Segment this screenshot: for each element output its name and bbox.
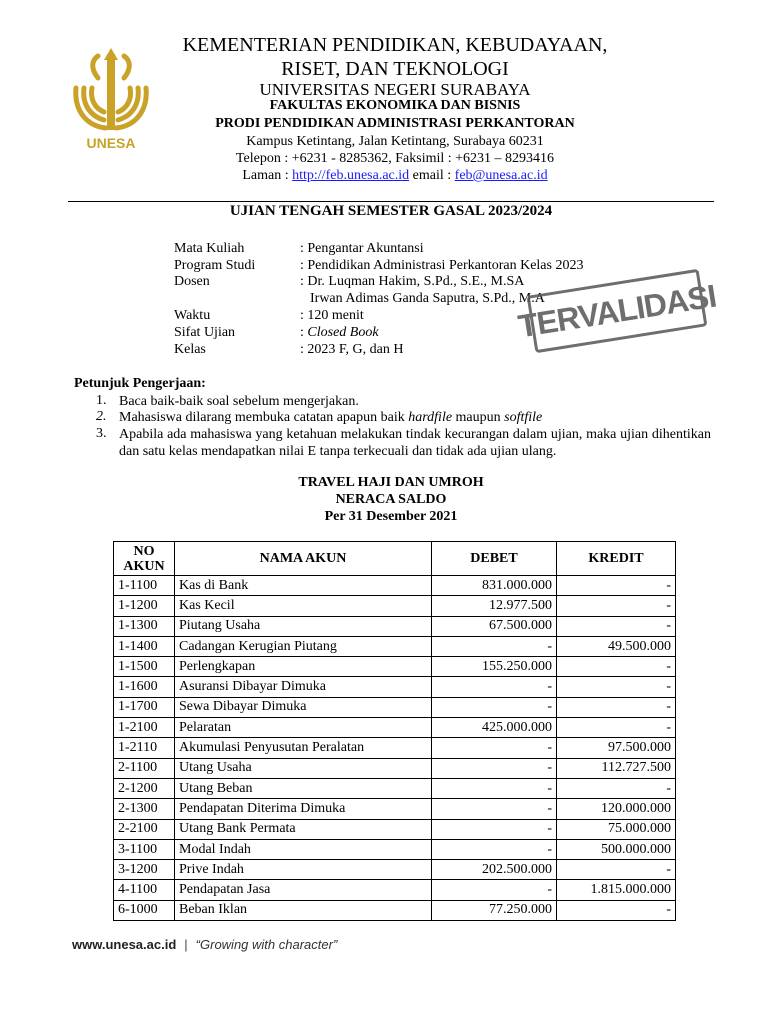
debit-cell: - bbox=[432, 636, 557, 656]
account-number-cell: 2-1200 bbox=[114, 778, 175, 798]
university-name: UNIVERSITAS NEGERI SURABAYA bbox=[259, 80, 531, 99]
unesa-logo bbox=[68, 48, 154, 158]
account-name-cell: Asuransi Dibayar Dimuka bbox=[175, 677, 432, 697]
email-link[interactable]: feb@unesa.ac.id bbox=[454, 168, 548, 183]
exam-type-text: Closed Book bbox=[307, 325, 379, 340]
ministry-line-2: RISET, DAN TEKNOLOGI bbox=[281, 58, 509, 80]
account-number-cell: 1-1600 bbox=[114, 677, 175, 697]
account-number-cell: 1-1500 bbox=[114, 657, 175, 677]
web-email-line bbox=[160, 168, 630, 184]
account-number-cell: 4-1100 bbox=[114, 880, 175, 900]
debit-cell: - bbox=[432, 880, 557, 900]
table-row bbox=[114, 860, 676, 880]
debit-cell: - bbox=[432, 839, 557, 859]
phone-fax: Telepon : +6231 - 8285362, Faksimil : +6231 – 8293416 bbox=[235, 151, 555, 166]
footer-website: www.unesa.ac.id bbox=[72, 937, 177, 952]
account-name-cell: Kas di Bank bbox=[175, 576, 432, 596]
account-number-cell: 3-1200 bbox=[114, 860, 175, 880]
credit-cell: - bbox=[557, 576, 676, 596]
account-number-cell: 6-1000 bbox=[114, 900, 175, 920]
credit-cell: - bbox=[557, 718, 676, 738]
report-period: Per 31 Desember 2021 bbox=[324, 509, 458, 524]
table-row bbox=[114, 758, 676, 778]
info-label-course: Mata Kuliah bbox=[174, 241, 245, 256]
exam-title: UJIAN TENGAH SEMESTER GASAL 2023/2024 bbox=[229, 203, 553, 219]
debit-cell: 77.250.000 bbox=[432, 900, 557, 920]
credit-cell: - bbox=[557, 900, 676, 920]
account-name-cell: Utang Usaha bbox=[175, 758, 432, 778]
credit-cell: 120.000.000 bbox=[557, 799, 676, 819]
account-number-cell: 2-1100 bbox=[114, 758, 175, 778]
account-name-cell: Modal Indah bbox=[175, 839, 432, 859]
account-number-cell: 1-2100 bbox=[114, 718, 175, 738]
debit-cell: 155.250.000 bbox=[432, 657, 557, 677]
debit-cell: - bbox=[432, 778, 557, 798]
account-name-cell: Pendapatan Diterima Dimuka bbox=[175, 799, 432, 819]
credit-cell: - bbox=[557, 657, 676, 677]
header-account-name: NAMA AKUN bbox=[175, 542, 432, 576]
debit-cell: - bbox=[432, 799, 557, 819]
company-name: TRAVEL HAJI DAN UMROH bbox=[298, 475, 484, 490]
footer-separator: | bbox=[184, 937, 188, 952]
table-row bbox=[114, 900, 676, 920]
account-name-cell: Pelaratan bbox=[175, 718, 432, 738]
account-number-cell: 1-1400 bbox=[114, 636, 175, 656]
ministry-line-1: KEMENTERIAN PENDIDIKAN, KEBUDAYAAN, bbox=[182, 34, 608, 56]
info-value-class: : 2023 F, G, dan H bbox=[300, 342, 404, 357]
instruction-text-3: Apabila ada mahasiswa yang ketahuan melakukan tindak kecurangan dalam ujian, maka ujian dihentikan dan satu kelas mendapatkan nilai E tanpa terkecuali dan tidak ada ujian ulang. bbox=[119, 427, 711, 459]
table-row bbox=[114, 596, 676, 616]
table-header-row bbox=[114, 542, 676, 576]
footer-tagline: “Growing with character” bbox=[195, 937, 338, 952]
table-row bbox=[114, 839, 676, 859]
account-number-cell: 1-1700 bbox=[114, 697, 175, 717]
info-label-program: Program Studi bbox=[174, 258, 256, 273]
address: Kampus Ketintang, Jalan Ketintang, Surabaya 60231 bbox=[246, 134, 544, 149]
email-label: email : bbox=[409, 168, 455, 183]
credit-cell: - bbox=[557, 697, 676, 717]
info-value-exam-type bbox=[300, 325, 379, 341]
table-row bbox=[114, 697, 676, 717]
info-label-class: Kelas bbox=[174, 342, 206, 357]
info-label-exam-type: Sifat Ujian bbox=[174, 325, 236, 340]
credit-cell: 97.500.000 bbox=[557, 738, 676, 758]
credit-cell: 500.000.000 bbox=[557, 839, 676, 859]
info-value-lecturer-1: : Dr. Luqman Hakim, S.Pd., S.E., M.SA bbox=[300, 274, 525, 289]
credit-cell: - bbox=[557, 677, 676, 697]
table-row bbox=[114, 636, 676, 656]
debit-cell: - bbox=[432, 697, 557, 717]
faculty-name: FAKULTAS EKONOMIKA DAN BISNIS bbox=[269, 98, 521, 113]
account-name-cell: Prive Indah bbox=[175, 860, 432, 880]
account-name-cell: Cadangan Kerugian Piutang bbox=[175, 636, 432, 656]
unesa-emblem-icon bbox=[68, 48, 154, 158]
instructions-title: Petunjuk Pengerjaan: bbox=[74, 376, 206, 391]
info-label-lecturer: Dosen bbox=[174, 274, 210, 289]
table-body bbox=[114, 576, 676, 921]
info-value-time: : 120 menit bbox=[300, 308, 364, 323]
credit-cell: 112.727.500 bbox=[557, 758, 676, 778]
instruction-text-2 bbox=[119, 409, 711, 426]
debit-cell: 67.500.000 bbox=[432, 616, 557, 636]
instruction-text-1: Baca baik-baik soal sebelum mengerjakan. bbox=[119, 394, 359, 409]
instruction-number-1: 1. bbox=[96, 393, 107, 408]
header-no-line2: AKUN bbox=[123, 558, 165, 574]
account-number-cell: 1-1100 bbox=[114, 576, 175, 596]
credit-cell: 49.500.000 bbox=[557, 636, 676, 656]
account-name-cell: Piutang Usaha bbox=[175, 616, 432, 636]
table-row bbox=[114, 677, 676, 697]
debit-cell: - bbox=[432, 819, 557, 839]
header-divider bbox=[68, 201, 714, 202]
credit-cell: 75.000.000 bbox=[557, 819, 676, 839]
footer bbox=[72, 937, 337, 952]
info-value-course: : Pengantar Akuntansi bbox=[300, 241, 424, 256]
instruction-number-3: 3. bbox=[96, 426, 107, 441]
credit-cell: 1.815.000.000 bbox=[557, 880, 676, 900]
table-row bbox=[114, 738, 676, 758]
table-row bbox=[114, 616, 676, 636]
report-name: NERACA SALDO bbox=[335, 492, 447, 507]
instruction-2-part-a: Mahasiswa dilarang membuka catatan apapun baik bbox=[119, 410, 409, 425]
instruction-2-part-b: maupun bbox=[452, 410, 505, 425]
account-name-cell: Kas Kecil bbox=[175, 596, 432, 616]
instruction-2-hardfile: hardfile bbox=[408, 410, 453, 425]
account-name-cell: Perlengkapan bbox=[175, 657, 432, 677]
web-label: Laman : bbox=[242, 168, 293, 183]
website-link[interactable]: http://feb.unesa.ac.id bbox=[292, 168, 410, 183]
logo-text: UNESA bbox=[86, 135, 136, 151]
account-name-cell: Pendapatan Jasa bbox=[175, 880, 432, 900]
instruction-2-softfile: softfile bbox=[504, 410, 543, 425]
trial-balance-table bbox=[113, 541, 676, 921]
account-name-cell: Akumulasi Penyusutan Peralatan bbox=[175, 738, 432, 758]
account-name-cell: Beban Iklan bbox=[175, 900, 432, 920]
debit-cell: 202.500.000 bbox=[432, 860, 557, 880]
info-value-lecturer-2: Irwan Adimas Ganda Saputra, S.Pd., M.A bbox=[310, 291, 545, 306]
account-name-cell: Utang Beban bbox=[175, 778, 432, 798]
table-row bbox=[114, 657, 676, 677]
header-debit: DEBET bbox=[432, 542, 557, 576]
account-number-cell: 2-1300 bbox=[114, 799, 175, 819]
debit-cell: - bbox=[432, 738, 557, 758]
info-label-time: Waktu bbox=[174, 308, 211, 323]
credit-cell: - bbox=[557, 778, 676, 798]
table-row bbox=[114, 799, 676, 819]
debit-cell: 831.000.000 bbox=[432, 576, 557, 596]
debit-cell: 425.000.000 bbox=[432, 718, 557, 738]
account-number-cell: 2-2100 bbox=[114, 819, 175, 839]
header-no-line1: NO bbox=[133, 543, 155, 559]
instruction-number-2: 2. bbox=[96, 409, 107, 424]
account-number-cell: 1-1300 bbox=[114, 616, 175, 636]
debit-cell: - bbox=[432, 758, 557, 778]
table-row bbox=[114, 718, 676, 738]
account-name-cell: Sewa Dibayar Dimuka bbox=[175, 697, 432, 717]
table-row bbox=[114, 778, 676, 798]
account-number-cell: 1-2110 bbox=[114, 738, 175, 758]
exam-type-prefix: : bbox=[300, 325, 308, 340]
table-row bbox=[114, 819, 676, 839]
credit-cell: - bbox=[557, 596, 676, 616]
header-account-number bbox=[114, 542, 175, 576]
program-name: PRODI PENDIDIKAN ADMINISTRASI PERKANTORAN bbox=[215, 116, 575, 131]
account-name-cell: Utang Bank Permata bbox=[175, 819, 432, 839]
table-row bbox=[114, 880, 676, 900]
table-row bbox=[114, 576, 676, 596]
header-credit: KREDIT bbox=[557, 542, 676, 576]
credit-cell: - bbox=[557, 616, 676, 636]
credit-cell: - bbox=[557, 860, 676, 880]
debit-cell: 12.977.500 bbox=[432, 596, 557, 616]
validation-stamp: TERVALIDASI bbox=[527, 269, 708, 354]
debit-cell: - bbox=[432, 677, 557, 697]
account-number-cell: 3-1100 bbox=[114, 839, 175, 859]
account-number-cell: 1-1200 bbox=[114, 596, 175, 616]
info-value-program: : Pendidikan Administrasi Perkantoran Kelas 2023 bbox=[300, 258, 584, 273]
